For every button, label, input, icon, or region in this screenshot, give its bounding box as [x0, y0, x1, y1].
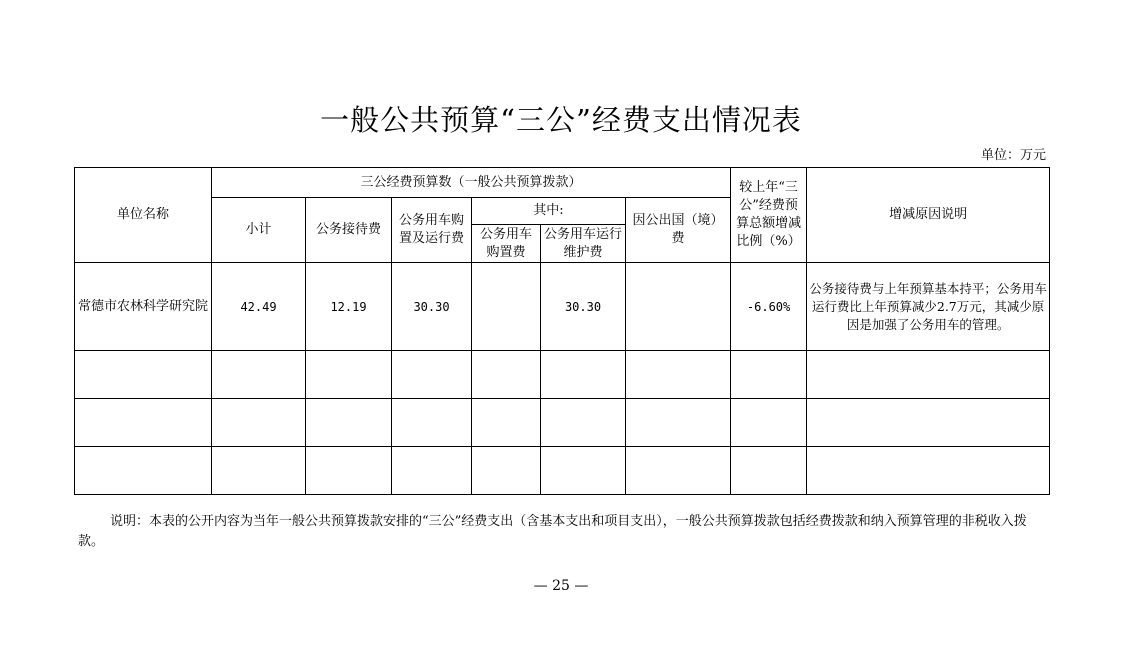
cell-vehicle-total [392, 399, 472, 447]
cell-vehicle-total: 30.30 [392, 263, 472, 351]
cell-change-ratio [731, 351, 807, 399]
cell-overseas [626, 263, 731, 351]
header-vehicle-operation: 公务用车运行维护费 [541, 225, 626, 263]
cell-reason [807, 447, 1050, 495]
cell-vehicle-total [392, 447, 472, 495]
cell-overseas [626, 447, 731, 495]
cell-subtotal [212, 447, 306, 495]
cell-change-ratio: -6.60% [731, 263, 807, 351]
cell-subtotal [212, 399, 306, 447]
table-row [75, 447, 1050, 495]
cell-vehicle-operation: 30.30 [541, 263, 626, 351]
cell-unit-name: 常德市农林科学研究院 [75, 263, 212, 351]
header-reason: 增减原因说明 [807, 168, 1050, 263]
budget-table [74, 167, 1050, 495]
cell-vehicle-total [392, 351, 472, 399]
cell-change-ratio [731, 399, 807, 447]
cell-reception [306, 447, 392, 495]
footnote: 说明：本表的公开内容为当年一般公共预算拨款安排的“三公”经费支出（含基本支出和项目支出），一般公共预算拨款包括经费拨款和纳入预算管理的非税收入拨款。 [78, 514, 1027, 549]
header-change-ratio: 较上年“三公”经费预算总额增减比例（%） [731, 168, 807, 263]
header-vehicle-purchase: 公务用车购置费 [472, 225, 541, 263]
cell-subtotal [212, 351, 306, 399]
header-unit-name: 单位名称 [75, 168, 212, 263]
cell-unit-name [75, 447, 212, 495]
header-of-which: 其中: [472, 198, 626, 225]
cell-overseas [626, 351, 731, 399]
page-title: 一般公共预算“三公”经费支出情况表 [320, 103, 802, 137]
page-number: — 25 — [533, 578, 589, 594]
cell-vehicle-operation [541, 399, 626, 447]
header-subtotal: 小计 [212, 198, 306, 263]
cell-vehicle-operation [541, 351, 626, 399]
cell-change-ratio [731, 447, 807, 495]
cell-reception [306, 351, 392, 399]
header-vehicle-total: 公务用车购置及运行费 [392, 198, 472, 263]
header-overseas: 因公出国（境）费 [626, 198, 731, 263]
header-reception: 公务接待费 [306, 198, 392, 263]
cell-unit-name [75, 351, 212, 399]
table-row [75, 351, 1050, 399]
cell-reception: 12.19 [306, 263, 392, 351]
cell-reception [306, 399, 392, 447]
cell-vehicle-purchase [472, 263, 541, 351]
unit-label: 单位：万元 [980, 148, 1046, 163]
table-row [75, 399, 1050, 447]
cell-vehicle-purchase [472, 447, 541, 495]
cell-unit-name [75, 399, 212, 447]
cell-vehicle-purchase [472, 399, 541, 447]
cell-reason [807, 351, 1050, 399]
header-budget-group: 三公经费预算数（一般公共预算拨款） [212, 168, 731, 198]
cell-overseas [626, 399, 731, 447]
cell-vehicle-purchase [472, 351, 541, 399]
cell-subtotal: 42.49 [212, 263, 306, 351]
cell-vehicle-operation [541, 447, 626, 495]
table-row [75, 263, 1050, 351]
cell-reason [807, 399, 1050, 447]
header-row-1 [75, 168, 1050, 198]
cell-reason: 公务接待费与上年预算基本持平；公务用车运行费比上年预算减少2.7万元，其减少原因是加强了公务用车的管理。 [807, 263, 1050, 351]
